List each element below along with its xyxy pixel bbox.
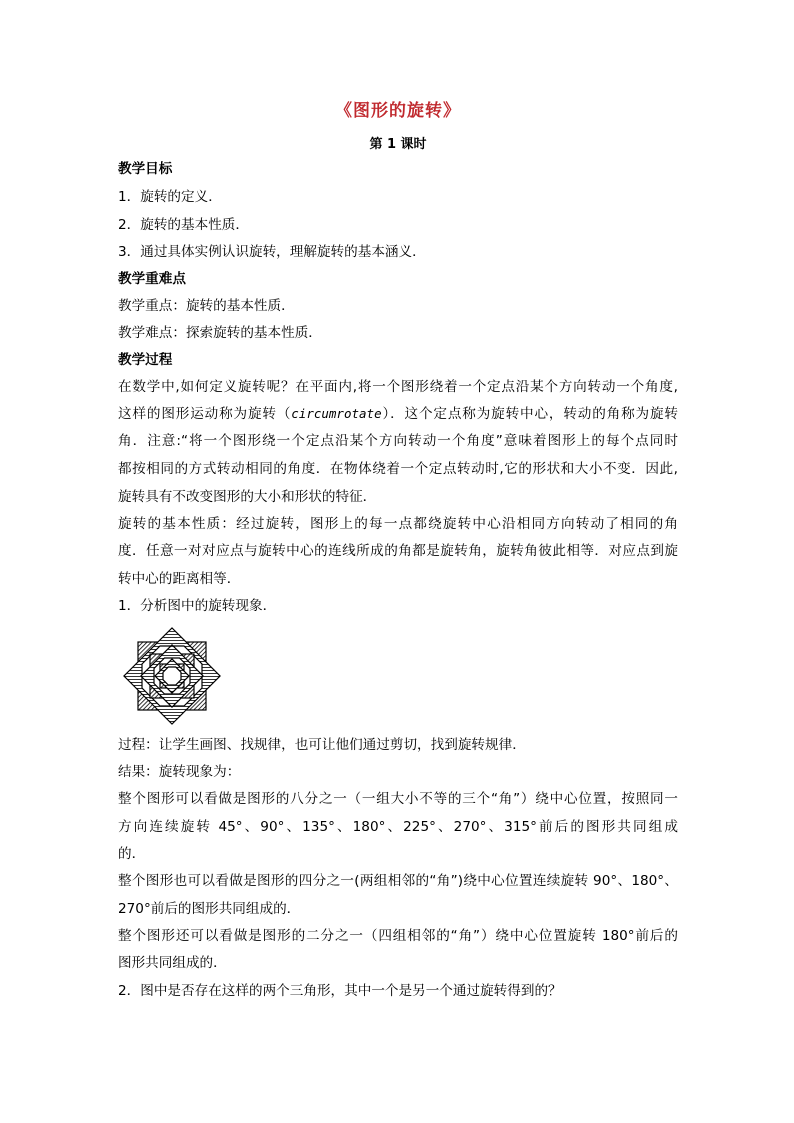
paragraph-line: 270°前后的图形共同组成的．	[118, 901, 301, 917]
paragraph-line: 在数学中,如何定义旋转呢？在平面内,将一个图形绕着一个定点沿某个方向转动一个角度,	[118, 379, 678, 395]
goal-item: 1．旋转的定义．	[118, 189, 222, 205]
goals-heading: 教学目标	[118, 161, 173, 177]
difficult-point: 教学难点：探索旋转的基本性质．	[118, 325, 322, 341]
lesson-subtitle: 第 1 课时	[369, 137, 427, 152]
paragraph-line: 旋转的基本性质：经过旋转，图形上的每一点都绕旋转中心沿相同方向转动了相同的角	[118, 516, 678, 532]
goal-item: 3．通过具体实例认识旋转，理解旋转的基本涵义．	[118, 244, 426, 260]
paragraph-line: 都按相同的方式转动相同的角度．在物体绕着一个定点转动时,它的形状和大小不变．因此,	[118, 461, 678, 477]
goal-item: 2．旋转的基本性质．	[118, 217, 249, 233]
paragraph-line: 图形共同组成的．	[118, 955, 227, 971]
question-1: 1．分析图中的旋转现象．	[118, 598, 277, 614]
paragraph-line: 整个图形还可以看做是图形的二分之一（四组相邻的“角”）绕中心位置旋转 180°前后的	[118, 928, 678, 944]
text-span: ）．这个定点称为旋转中心，转动的角称为旋转	[381, 406, 679, 422]
paragraph-line	[118, 405, 678, 423]
process-line: 过程：让学生画图、找规律，也可让他们通过剪切，找到旋转规律．	[118, 737, 526, 753]
paragraph-line: 方向连续旋转 45°、90°、135°、180°、225°、270°、315°前后的图形共同组成	[118, 819, 678, 835]
document-title: 《图形的旋转》	[335, 101, 461, 121]
result-line: 结果：旋转现象为：	[118, 764, 241, 780]
rotating-star-figure-icon	[120, 624, 224, 728]
paragraph-line: 的．	[118, 846, 146, 862]
question-2: 2．图中是否存在这样的两个三角形，其中一个是另一个通过旋转得到的？	[118, 983, 562, 999]
paragraph-line: 度．任意一对对应点与旋转中心的连线所成的角都是旋转角，旋转角彼此相等．对应点到旋	[118, 543, 678, 559]
text-span: 这样的图形运动称为旋转（	[118, 406, 292, 422]
process-heading: 教学过程	[118, 352, 173, 368]
term-circumrotate: circumrotate	[291, 406, 382, 421]
paragraph-line: 整个图形也可以看做是图形的四分之一(两组相邻的“角”)绕中心位置连续旋转 90°、180°、	[118, 873, 678, 889]
key-point: 教学重点：旋转的基本性质．	[118, 298, 295, 314]
key-heading: 教学重难点	[118, 271, 186, 287]
paragraph-line: 转中心的距离相等．	[118, 571, 241, 587]
paragraph-line: 整个图形可以看做是图形的八分之一（一组大小不等的三个“角”）绕中心位置，按照同一	[118, 791, 678, 807]
paragraph-line: 角．注意:“将一个图形绕一个定点沿某个方向转动一个角度”意味着图形上的每个点同时	[118, 433, 678, 449]
paragraph-line: 旋转具有不改变图形的大小和形状的特征．	[118, 489, 377, 505]
